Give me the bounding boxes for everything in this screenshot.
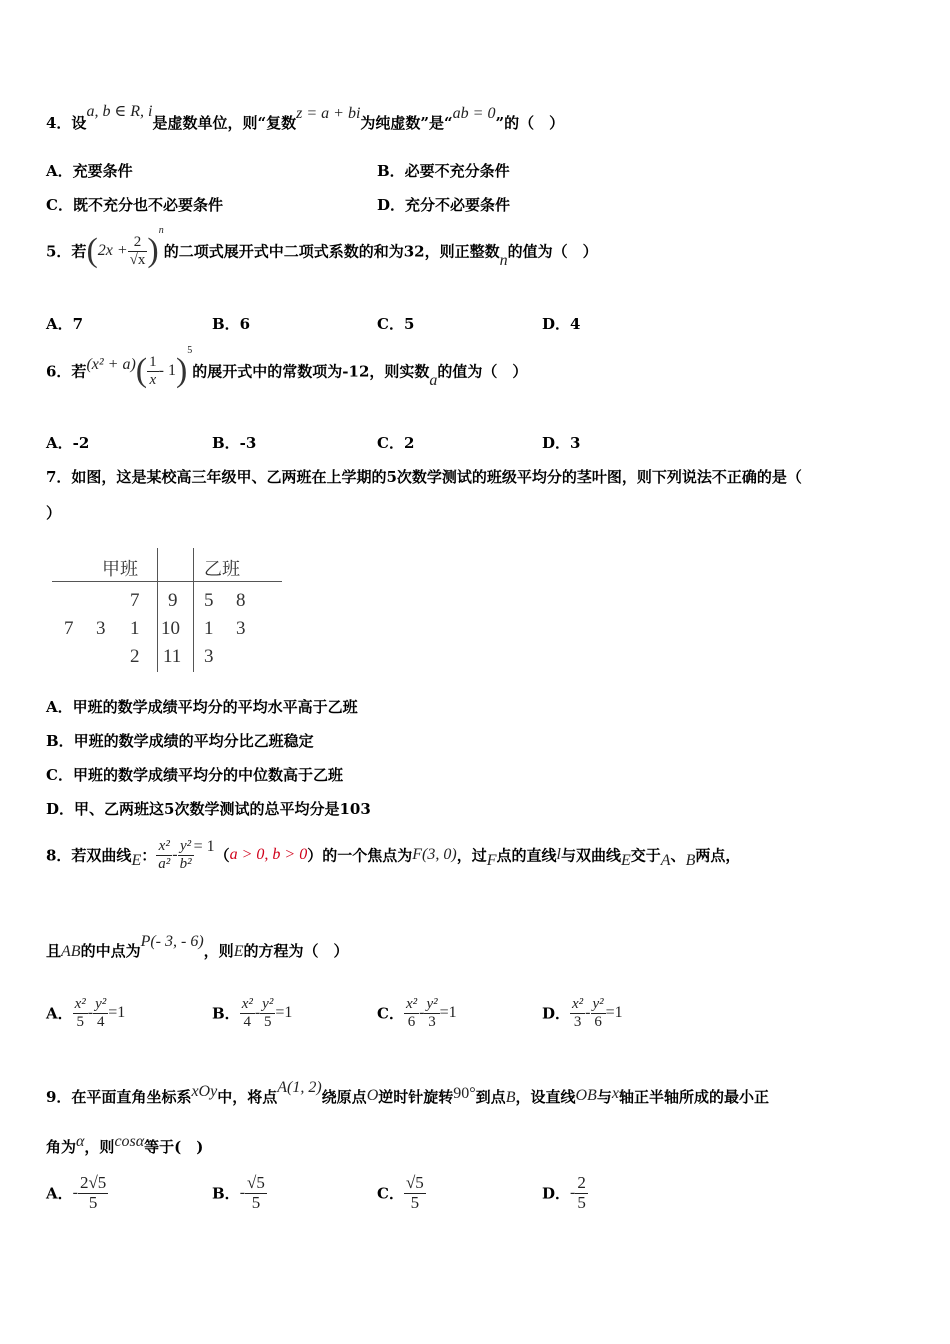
q9-opt-frac <box>245 1174 267 1212</box>
leaf-left: 2 <box>130 646 140 667</box>
q6-option-c[interactable]: C．2 <box>377 434 415 452</box>
q8-opt-num: y² <box>262 996 274 1012</box>
leaf-right: 3 <box>204 646 214 667</box>
q8-l2-text3: ，则 <box>203 942 234 960</box>
q9-cos: cosα <box>114 1133 145 1150</box>
leaf-left: 3 <box>96 618 106 639</box>
stem-leaf-right-header: 乙班 <box>204 559 240 579</box>
q9-B: B <box>505 1089 516 1106</box>
q8-option-label: C． <box>377 1004 404 1023</box>
stem-value: 10 <box>161 618 180 639</box>
q8-opt-den: 3 <box>428 1013 436 1030</box>
q8-opt-eq: =1 <box>108 1004 126 1021</box>
q9-option-label: D． <box>542 1184 571 1203</box>
stem-leaf-table <box>50 548 284 674</box>
q5-lparen: ( <box>86 232 98 269</box>
q9-opt-frac <box>404 1174 426 1212</box>
q8-text1: 的一个焦点为 <box>322 846 413 865</box>
q6-fraction <box>147 354 159 388</box>
q8-option-a[interactable] <box>46 996 125 1030</box>
q8-stem-line2 <box>46 933 349 961</box>
q8-l2-text2: 的中点为 <box>80 942 141 960</box>
q6-minus-one: - 1 <box>158 362 176 379</box>
q4-option-c[interactable]: C．既不充分也不必要条件 <box>46 196 223 214</box>
q8-opt-den: 5 <box>264 1013 272 1030</box>
q7-stem-line2: ） <box>46 504 62 522</box>
q6-rparen: ) <box>175 352 188 389</box>
q8-text2: ，过 <box>456 846 487 865</box>
q8-focus: F(3, 0) <box>412 846 457 863</box>
q8-point-P: P(- 3, - 6) <box>140 933 204 950</box>
q9-l2-text2: ，则 <box>84 1138 115 1156</box>
q9-opt-frac <box>575 1174 588 1212</box>
q9-opt-num: 2 <box>577 1173 586 1192</box>
q6-option-a[interactable]: A．-2 <box>46 434 90 452</box>
q8-opt-minus: - <box>585 1004 591 1021</box>
q8-opt-frac <box>570 996 585 1030</box>
q9-text4: 到点 <box>475 1088 506 1106</box>
q9-alpha: α <box>76 1133 85 1150</box>
q4-number: 4．设 <box>46 114 87 132</box>
q8-opt-den: 5 <box>76 1013 84 1030</box>
q9-opt-den: 5 <box>88 1192 98 1212</box>
q9-opt-sign: - <box>570 1184 576 1202</box>
q5-exponent: n <box>158 225 164 236</box>
q9-xOy: xOy <box>191 1083 218 1100</box>
q4-text1: 是虚数单位，则“复数 <box>152 114 297 132</box>
q8-opt-minus: - <box>419 1004 425 1021</box>
q8-opt-den: 3 <box>573 1013 582 1030</box>
q9-opt-frac <box>78 1174 108 1212</box>
q8-opt-den: 4 <box>96 1013 105 1030</box>
q8-opt-den: 6 <box>594 1013 602 1030</box>
q9-opt-sign: - <box>72 1184 78 1202</box>
q5-var-n: n <box>499 252 508 269</box>
stem-value: 9 <box>168 590 178 611</box>
q9-opt-den: 5 <box>410 1192 420 1212</box>
q8-B: B <box>685 852 696 869</box>
q8-option-b[interactable] <box>212 996 292 1030</box>
q6-text2: 的值为（ ） <box>437 362 528 381</box>
q8-colon: ： <box>141 846 157 865</box>
q9-point-A: A(1, 2) <box>277 1079 322 1096</box>
q6-frac-num: 1 <box>149 354 157 370</box>
q8-E3: E <box>233 943 244 960</box>
q8-opt-frac <box>73 996 88 1030</box>
q9-text1: 中，将点 <box>217 1088 278 1106</box>
stem-leaf-left-rule <box>157 548 158 672</box>
q8-opt-den: 4 <box>243 1013 252 1030</box>
q8-lparen: （ <box>214 846 230 865</box>
q5-base: 2x + <box>97 242 128 259</box>
q8-opt-num: x² <box>572 996 584 1012</box>
leaf-right: 5 <box>204 590 214 611</box>
q5-rparen: ) <box>147 232 159 269</box>
q8-E2: E <box>620 852 631 869</box>
q8-frac-x-num: x² <box>156 838 172 856</box>
q8-option-label: A． <box>46 1004 73 1023</box>
q8-AB: AB <box>61 943 81 960</box>
q6-var-a: a <box>429 372 438 389</box>
q5-text2: 的值为（ ） <box>507 242 598 261</box>
q8-text6: 两点， <box>695 846 741 865</box>
q8-opt-num: y² <box>426 996 438 1012</box>
q8-rparen: ） <box>307 846 323 865</box>
q8-frac-x <box>156 838 172 872</box>
q8-opt-eq: =1 <box>605 1004 623 1021</box>
q8-opt-frac <box>424 996 439 1030</box>
q5-text1: 的二项式展开式中二项式系数的和为32，则正整数 <box>163 242 500 261</box>
q8-E: E <box>131 852 142 869</box>
q9-opt-den: 5 <box>251 1192 261 1212</box>
q6-text1: 的展开式中的常数项为-12，则实数 <box>192 362 430 381</box>
q9-option-label: B． <box>212 1184 240 1203</box>
q9-opt-sign: - <box>239 1184 246 1202</box>
q9-l2-text1: 角为 <box>46 1138 77 1156</box>
q7-option-a[interactable]: A．甲班的数学成绩平均分的平均水平高于乙班 <box>46 698 358 716</box>
q8-eq: = 1 <box>193 838 215 855</box>
q8-opt-num: x² <box>241 996 253 1012</box>
q8-frac-y-den: b² <box>179 855 192 872</box>
q4-expr: z = a + bi <box>296 105 361 122</box>
q9-option-d[interactable] <box>542 1174 588 1212</box>
q8-minus: - <box>172 846 178 863</box>
q9-option-label: C． <box>377 1184 404 1203</box>
q9-option-c[interactable] <box>377 1174 426 1212</box>
q8-option-label: D． <box>542 1004 571 1023</box>
q9-option-b[interactable] <box>212 1174 267 1212</box>
q8-sep: 、 <box>670 846 686 865</box>
q7-option-b[interactable]: B．甲班的数学成绩的平均分比乙班稳定 <box>46 732 314 750</box>
q7-stem-line1: 7．如图，这是某校高三年级甲、乙两班在上学期的5次数学测试的班级平均分的茎叶图，则下列说法不正确的是（ <box>46 468 802 486</box>
stem-leaf-right-rule <box>193 548 194 672</box>
q6-stem <box>46 345 528 390</box>
q4-text3: ”的（ ） <box>495 114 565 132</box>
leaf-right: 8 <box>236 590 246 611</box>
q5-option-d[interactable]: D．4 <box>542 315 581 333</box>
q9-text6: 与 <box>596 1088 612 1106</box>
q8-F: F <box>486 852 497 869</box>
q8-l2-text4: 的方程为（ ） <box>243 942 349 960</box>
q8-frac-y-num: y² <box>178 838 194 856</box>
q6-option-b[interactable]: B．-3 <box>212 434 257 452</box>
q5-option-a[interactable]: A．7 <box>46 315 84 333</box>
q5-option-b[interactable]: B．6 <box>212 315 251 333</box>
q4-option-d[interactable]: D．充分不必要条件 <box>377 196 511 214</box>
q8-option-d[interactable] <box>542 996 623 1030</box>
q7-option-c[interactable]: C．甲班的数学成绩平均分的中位数高于乙班 <box>46 766 343 784</box>
q8-number: 8．若双曲线 <box>46 846 132 865</box>
leaf-left: 7 <box>130 590 140 611</box>
q8-opt-num: y² <box>592 996 604 1012</box>
q9-O: O <box>366 1087 379 1104</box>
q9-number: 9．在平面直角坐标系 <box>46 1088 192 1106</box>
q4-option-b[interactable]: B．必要不充分条件 <box>377 162 510 180</box>
q7-option-d[interactable]: D．甲、乙两班这5次数学测试的总平均分是103 <box>46 800 371 818</box>
q5-number: 5．若 <box>46 242 87 261</box>
q4-vars: a, b ∈ R, i <box>86 103 153 120</box>
q8-text5: 交于 <box>630 846 661 865</box>
q8-opt-num: x² <box>405 996 418 1012</box>
q8-option-c[interactable] <box>377 996 457 1030</box>
q6-lparen: ( <box>135 352 148 389</box>
q8-l2-text1: 且 <box>46 942 62 960</box>
q9-option-a[interactable] <box>46 1174 108 1212</box>
q4-option-a[interactable]: A．充要条件 <box>46 162 133 180</box>
q8-opt-den: 6 <box>407 1013 416 1030</box>
q8-text4: 与双曲线 <box>560 846 621 865</box>
q8-opt-num: y² <box>95 996 107 1012</box>
q9-text3: 逆时针旋转 <box>378 1088 454 1106</box>
q4-text2: 为纯虚数”是“ <box>360 114 453 132</box>
q8-opt-frac <box>591 996 606 1030</box>
q8-opt-num: x² <box>74 996 86 1012</box>
q5-frac-num: 2 <box>128 234 148 252</box>
q4-stem <box>46 103 565 133</box>
q5-fraction <box>128 234 148 268</box>
leaf-left: 7 <box>64 618 74 639</box>
q5-option-c[interactable]: C．5 <box>377 315 415 333</box>
q8-opt-frac <box>260 996 275 1030</box>
leaf-left: 1 <box>130 618 140 639</box>
q8-opt-eq: =1 <box>275 1004 293 1021</box>
q4-cond: ab = 0 <box>452 105 496 122</box>
q9-opt-num: 2√5 <box>79 1173 107 1192</box>
q9-l2-text3: 等于( ) <box>144 1138 204 1156</box>
q9-opt-num: √5 <box>405 1173 424 1192</box>
q8-text3: 点的直线 <box>496 846 557 865</box>
q9-x: x <box>611 1085 619 1102</box>
stem-leaf-left-header: 甲班 <box>102 559 138 579</box>
q9-text2: 绕原点 <box>321 1088 367 1106</box>
q6-frac-den: x <box>149 371 157 388</box>
q8-condition: a > 0, b > 0 <box>229 846 308 863</box>
q8-option-label: B． <box>212 1004 240 1023</box>
q8-opt-frac <box>240 996 255 1030</box>
stem-value: 11 <box>163 646 182 667</box>
q8-opt-minus: - <box>254 1004 261 1021</box>
q5-frac-den: √x <box>129 251 146 268</box>
q9-text5: ，设直线 <box>515 1088 576 1106</box>
q8-A: A <box>660 852 671 869</box>
leaf-right: 3 <box>236 618 246 639</box>
q9-opt-num: √5 <box>247 1173 265 1192</box>
q8-opt-frac <box>404 996 419 1030</box>
q9-stem-line2 <box>46 1133 204 1157</box>
q9-text7: 轴正半轴所成的最小正 <box>618 1088 769 1106</box>
stem-leaf-header-rule <box>52 581 282 582</box>
q9-option-label: A． <box>46 1184 73 1203</box>
q9-stem-line1 <box>46 1079 769 1107</box>
q8-line-l: l <box>556 846 561 863</box>
q9-OB: OB <box>575 1087 597 1104</box>
q9-degree: 90° <box>453 1085 476 1102</box>
q6-number: 6．若 <box>46 362 87 381</box>
q8-frac-y <box>178 838 194 872</box>
q5-stem <box>46 225 598 270</box>
q8-opt-eq: =1 <box>439 1004 457 1021</box>
q9-opt-den: 5 <box>577 1192 586 1212</box>
q8-stem-line1 <box>46 838 740 872</box>
leaf-right: 1 <box>204 618 214 639</box>
q6-option-d[interactable]: D．3 <box>542 434 581 452</box>
q8-frac-x-den: a² <box>158 855 171 872</box>
q8-opt-frac <box>93 996 108 1030</box>
q6-first-factor: (x² + a) <box>86 356 136 373</box>
q6-exponent: 5 <box>187 345 193 356</box>
q8-opt-minus: - <box>87 1004 94 1021</box>
